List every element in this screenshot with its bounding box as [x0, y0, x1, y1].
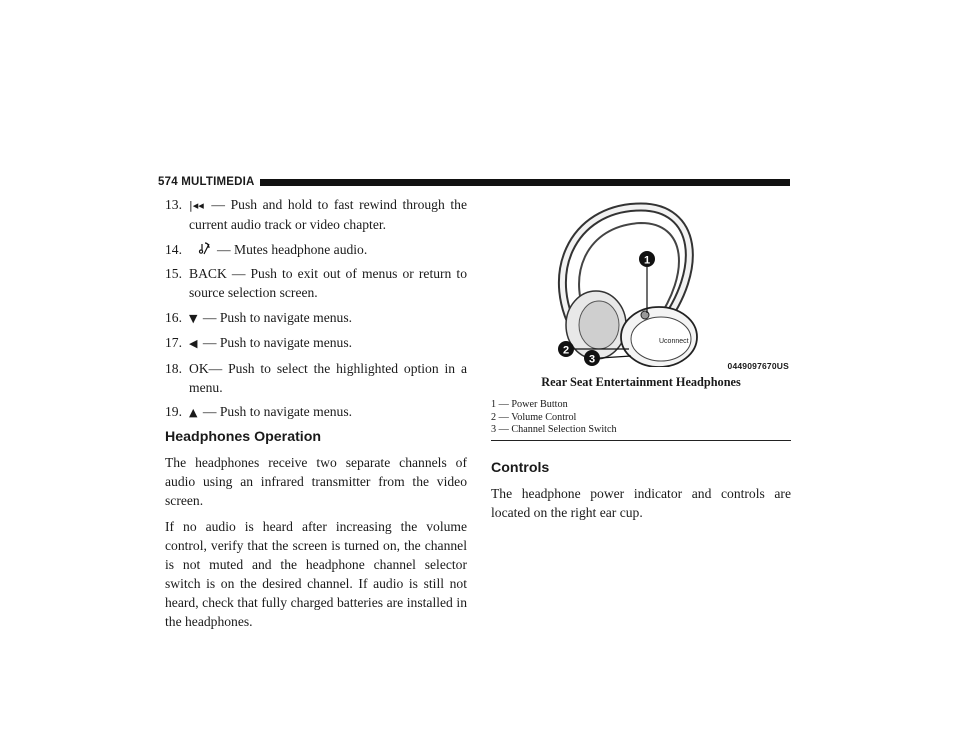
paragraph: The headphones receive two separate channels of audio using an infrared transmitter from the video screen.: [165, 455, 467, 508]
page-header: [158, 177, 790, 189]
left-column: [165, 195, 467, 638]
up-arrow-icon: ▲: [189, 406, 198, 419]
svg-text:Uconnect: Uconnect: [659, 338, 689, 345]
headphones-illustration: [491, 197, 791, 367]
legend-item: 3 — Channel Selection Switch: [491, 424, 617, 435]
legend-item: 1 — Power Button: [491, 399, 568, 410]
list-item-16: 16. ▼ — Push to navigate menus.: [165, 308, 467, 328]
list-item-17: 17. ◀ — Push to navigate menus.: [165, 333, 467, 353]
left-arrow-icon: ◀: [189, 337, 198, 350]
callout-3: 3: [588, 353, 596, 366]
divider: [491, 440, 791, 441]
list-item-14: 14. — Mutes headphone audio.: [165, 241, 368, 257]
right-column: [491, 195, 791, 529]
down-arrow-icon: ▼: [189, 311, 198, 325]
page-header-text: 574 MULTIMEDIA: [158, 176, 255, 188]
list-item-19: 19. ▲ — Push to navigate menus.: [165, 402, 467, 422]
legend-item: 2 — Volume Control: [491, 411, 577, 423]
callout-1: 1: [643, 254, 651, 267]
paragraph: If no audio is heard after increasing the volume control, verify that the screen is turned on, the channel is not muted and the headphone channel selector switch is on the desired channel. If audio is still not heard, check that fully charged batteries are installed in the headphones.: [165, 519, 467, 629]
header-bar: [260, 179, 790, 186]
rewind-icon: |◂◂: [189, 199, 204, 212]
headphones-figure: [491, 197, 791, 371]
figure-caption: Rear Seat Entertainment Headphones: [541, 375, 741, 389]
list-item-15: 15. BACK — Push to exit out of menus or return to source selection screen.: [165, 266, 467, 300]
section-heading-controls: Controls: [491, 459, 550, 476]
section-heading-headphones: Headphones Operation: [165, 429, 322, 445]
callout-2: 2: [562, 344, 570, 357]
figure-code: 0449097670US: [727, 361, 789, 371]
paragraph: The headphone power indicator and controls are located on the right ear cup.: [491, 485, 791, 520]
mute-icon: [197, 242, 215, 256]
list-item-13: 13. |◂◂ — Push and hold to fast rewind through the current audio track or video chapter.: [165, 197, 467, 232]
list-item-18: 18. OK— Push to select the highlighted option in a menu.: [165, 360, 467, 395]
